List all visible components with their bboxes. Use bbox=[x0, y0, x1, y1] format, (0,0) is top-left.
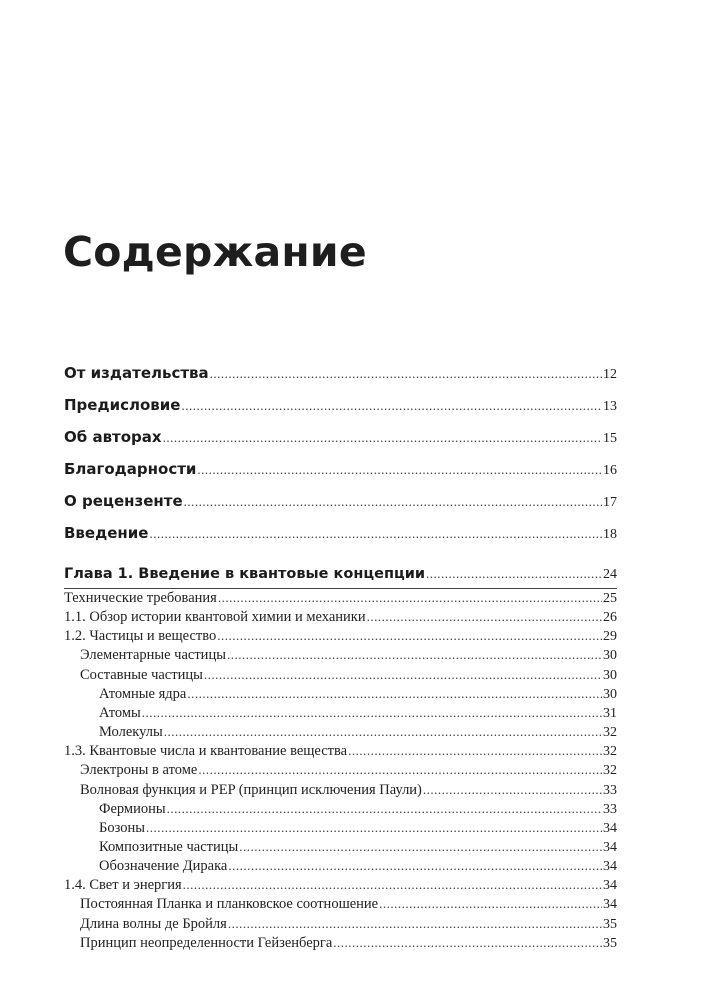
toc-page-number: 33 bbox=[603, 802, 617, 817]
toc-page-number: 32 bbox=[603, 725, 617, 740]
dot-leader bbox=[184, 494, 602, 510]
toc-entry bbox=[64, 566, 617, 583]
toc-entry-title: Принцип неопределенности Гейзенберга bbox=[80, 935, 333, 951]
dot-leader bbox=[367, 609, 602, 625]
toc-entry-title: Предисловие bbox=[64, 396, 181, 414]
toc-entry-title: Благодарности bbox=[64, 460, 197, 478]
toc-entry bbox=[80, 782, 617, 799]
toc-entry-title: 1.3. Квантовые числа и квантование вещества bbox=[64, 743, 348, 759]
toc-entry bbox=[64, 743, 617, 760]
toc-entry bbox=[99, 705, 617, 722]
toc-entry bbox=[99, 839, 617, 856]
toc-entry-title: От издательства bbox=[64, 364, 209, 382]
toc-entry bbox=[80, 647, 617, 664]
toc-entry bbox=[99, 820, 617, 837]
toc-entry bbox=[80, 935, 617, 952]
toc-entry bbox=[64, 590, 617, 607]
toc-entry bbox=[64, 364, 617, 383]
toc-page-number: 12 bbox=[603, 367, 617, 382]
toc-entry bbox=[64, 628, 617, 645]
toc-entry-title: Атомы bbox=[99, 705, 141, 721]
toc-page-number: 26 bbox=[603, 610, 617, 625]
toc-page-number: 24 bbox=[603, 567, 617, 582]
toc-page-number: 32 bbox=[603, 763, 617, 778]
dot-leader bbox=[210, 366, 602, 382]
toc-page-number: 15 bbox=[603, 431, 617, 446]
toc-page-number: 30 bbox=[603, 668, 617, 683]
dot-leader bbox=[333, 935, 602, 951]
toc-page-number: 17 bbox=[603, 495, 617, 510]
toc-page-number: 18 bbox=[603, 527, 617, 542]
dot-leader bbox=[379, 896, 602, 912]
toc-entry-title: 1.4. Свет и энергия bbox=[64, 877, 182, 893]
toc-page-number: 13 bbox=[603, 399, 617, 414]
dot-leader bbox=[228, 916, 602, 932]
toc-entry bbox=[99, 801, 617, 818]
toc-page-number: 34 bbox=[603, 878, 617, 893]
dot-leader bbox=[204, 667, 602, 683]
toc-entry bbox=[80, 762, 617, 779]
toc-entry bbox=[99, 858, 617, 875]
dot-leader bbox=[239, 839, 602, 855]
dot-leader bbox=[218, 590, 602, 606]
dot-leader bbox=[348, 743, 602, 759]
toc-page-number: 30 bbox=[603, 687, 617, 702]
toc-page-number: 34 bbox=[603, 821, 617, 836]
dot-leader bbox=[423, 782, 602, 798]
toc-entry-title: Элементарные частицы bbox=[80, 647, 226, 663]
toc-page-number: 34 bbox=[603, 897, 617, 912]
dot-leader bbox=[187, 686, 602, 702]
toc-entry-title: Молекулы bbox=[99, 724, 163, 740]
toc-page-number: 34 bbox=[603, 840, 617, 855]
toc-page-number: 35 bbox=[603, 936, 617, 951]
toc-entry-title: Обозначение Дирака bbox=[99, 858, 228, 874]
dot-leader bbox=[197, 462, 602, 478]
toc-entry-title: Фермионы bbox=[99, 801, 166, 817]
dot-leader bbox=[164, 724, 602, 740]
toc-entry-title: Об авторах bbox=[64, 428, 162, 446]
toc-entry-title: Составные частицы bbox=[80, 667, 203, 683]
toc-entry bbox=[64, 492, 617, 511]
toc-entry-title: Длина волны де Бройля bbox=[80, 916, 227, 932]
toc-entry bbox=[64, 460, 617, 479]
toc-entry-title: Волновая функция и PEP (принцип исключения Паули) bbox=[80, 782, 422, 798]
dot-leader bbox=[217, 628, 602, 644]
chapter-divider-line bbox=[64, 588, 617, 589]
toc-entry-title: 1.1. Обзор истории квантовой химии и механики bbox=[64, 609, 366, 625]
dot-leader bbox=[198, 762, 602, 778]
page-title: Содержание bbox=[63, 228, 367, 276]
toc-entry-title: Постоянная Планка и планковское соотношение bbox=[80, 896, 379, 912]
toc-entry bbox=[80, 896, 617, 913]
dot-leader bbox=[146, 820, 602, 836]
toc-entry bbox=[64, 524, 617, 543]
toc-entry-title: 1.2. Частицы и вещество bbox=[64, 628, 217, 644]
dot-leader bbox=[426, 566, 602, 582]
toc-page-number: 29 bbox=[603, 629, 617, 644]
toc-page-number: 34 bbox=[603, 859, 617, 874]
dot-leader bbox=[228, 858, 602, 874]
toc-entry-title: Электроны в атоме bbox=[80, 762, 198, 778]
dot-leader bbox=[167, 801, 602, 817]
toc-page-number: 32 bbox=[603, 744, 617, 759]
dot-leader bbox=[183, 877, 602, 893]
toc-entry-title: О рецензенте bbox=[64, 492, 183, 510]
toc-page-number: 31 bbox=[603, 706, 617, 721]
toc-entry-title: Атомные ядра bbox=[99, 686, 187, 702]
toc-entry bbox=[80, 916, 617, 933]
toc-page-number: 33 bbox=[603, 783, 617, 798]
toc-entry bbox=[99, 686, 617, 703]
toc-page-number: 16 bbox=[603, 463, 617, 478]
dot-leader bbox=[142, 705, 602, 721]
dot-leader bbox=[149, 526, 602, 542]
toc-entry bbox=[80, 667, 617, 684]
dot-leader bbox=[181, 398, 602, 414]
toc-entry-title: Бозоны bbox=[99, 820, 145, 836]
toc-entry bbox=[64, 428, 617, 447]
toc-page-number: 25 bbox=[603, 591, 617, 606]
dot-leader bbox=[227, 647, 602, 663]
toc-entry-title: Композитные частицы bbox=[99, 839, 239, 855]
toc-page-number: 30 bbox=[603, 648, 617, 663]
toc-entry-title: Глава 1. Введение в квантовые концепции bbox=[64, 566, 426, 582]
toc-entry bbox=[99, 724, 617, 741]
toc-entry-title: Технические требования bbox=[64, 590, 217, 606]
dot-leader bbox=[163, 430, 602, 446]
toc-entry bbox=[64, 609, 617, 626]
toc-page-number: 35 bbox=[603, 917, 617, 932]
toc-entry bbox=[64, 877, 617, 894]
toc-entry-title: Введение bbox=[64, 524, 149, 542]
toc-entry bbox=[64, 396, 617, 415]
